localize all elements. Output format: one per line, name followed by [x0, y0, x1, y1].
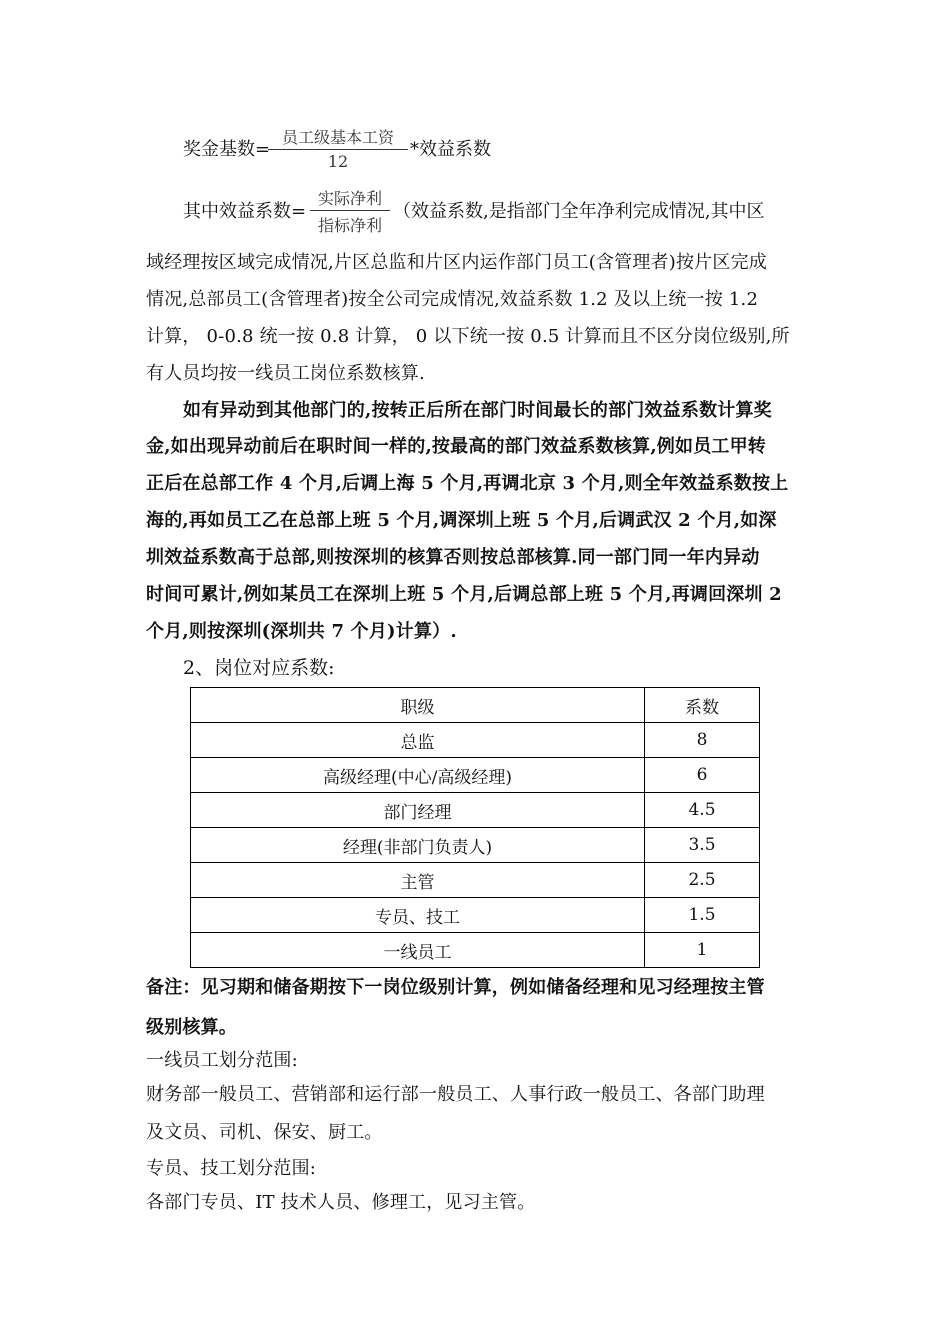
table-header-cell: 职级	[191, 688, 645, 723]
section-heading-coefficients: 2、岗位对应系数:	[183, 657, 335, 679]
paragraph-line: 海的,再如员工乙在总部上班 5 个月,调深圳上班 5 个月,后调武汉 2 个月,如深	[146, 510, 777, 531]
grade-coefficient-table	[190, 687, 760, 968]
note-line: 备注：见习期和储备期按下一岗位级别计算，例如储备经理和见习经理按主管	[146, 977, 765, 998]
paragraph-line: 有人员均按一线员工岗位系数核算.	[146, 363, 425, 384]
table-header-cell: 系数	[645, 688, 760, 723]
table-cell-coefficient: 6	[645, 758, 760, 793]
frontline-line: 及文员、司机、保安、厨工。	[146, 1122, 383, 1143]
formula2-lhs: 其中效益系数=	[183, 201, 307, 222]
table-cell-grade: 部门经理	[191, 793, 645, 828]
formula2-denominator: 指标净利	[317, 216, 382, 235]
table-cell-grade: 高级经理(中心/高级经理)	[191, 758, 645, 793]
paragraph-line: 圳效益系数高于总部,则按深圳的核算否则按总部核算.同一部门同一年内异动	[146, 547, 760, 568]
table-cell-grade: 主管	[191, 863, 645, 898]
frontline-line: 财务部一般员工、营销部和运行部一般员工、人事行政一般员工、各部门助理	[146, 1084, 765, 1105]
note-line: 级别核算。	[146, 1017, 237, 1038]
table-cell-coefficient: 3.5	[645, 828, 760, 863]
specialist-heading: 专员、技工划分范围:	[146, 1158, 317, 1179]
paragraph-line: 如有异动到其他部门的,按转正后所在部门时间最长的部门效益系数计算奖	[183, 400, 772, 421]
paragraph-line: 情况,总部员工(含管理者)按全公司完成情况,效益系数 1.2 及以上统一按 1.2	[146, 289, 759, 310]
table-row	[191, 898, 760, 933]
paragraph-line: 金,如出现异动前后在职时间一样的,按最高的部门效益系数核算,例如员工甲转	[146, 436, 766, 457]
formula2-fraction	[310, 186, 390, 236]
formula2-rhs: （效益系数,是指部门全年净利完成情况,其中区	[393, 201, 765, 222]
table-cell-coefficient: 1.5	[645, 898, 760, 933]
paragraph-line: 时间可累计,例如某员工在深圳上班 5 个月,后调总部上班 5 个月,再调回深圳 2	[146, 584, 782, 605]
paragraph-line: 域经理按区域完成情况,片区总监和片区内运作部门员工(含管理者)按片区完成	[146, 252, 767, 273]
table-cell-grade: 一线员工	[191, 933, 645, 968]
table-row	[191, 723, 760, 758]
table-row	[191, 828, 760, 863]
table-row	[191, 863, 760, 898]
paragraph-line: 个月,则按深圳(深圳共 7 个月)计算）.	[146, 621, 457, 642]
table-cell-grade: 专员、技工	[191, 898, 645, 933]
formula1-numerator: 员工级基本工资	[268, 125, 408, 150]
formula1-fraction	[268, 125, 408, 171]
paragraph-line: 正后在总部工作 4 个月,后调上海 5 个月,再调北京 3 个月,则全年效益系数按上	[146, 473, 789, 494]
formula1-rhs: *效益系数	[410, 139, 491, 160]
table-cell-coefficient: 1	[645, 933, 760, 968]
frontline-heading: 一线员工划分范围:	[146, 1050, 298, 1071]
table-row	[191, 933, 760, 968]
table-row	[191, 793, 760, 828]
formula1-denominator: 12	[327, 152, 349, 171]
table-cell-coefficient: 4.5	[645, 793, 760, 828]
table-cell-coefficient: 2.5	[645, 863, 760, 898]
table-header-row	[191, 688, 760, 723]
formula1-lhs: 奖金基数=	[183, 139, 271, 160]
specialist-line: 各部门专员、IT 技术人员、修理工，见习主管。	[146, 1192, 536, 1213]
table-row	[191, 758, 760, 793]
table-cell-coefficient: 8	[645, 723, 760, 758]
table-cell-grade: 经理(非部门负责人)	[191, 828, 645, 863]
table-cell-grade: 总监	[191, 723, 645, 758]
paragraph-line: 计算， 0-0.8 统一按 0.8 计算， 0 以下统一按 0.5 计算而且不区分岗位级别,所	[146, 326, 790, 347]
formula2-numerator: 实际净利	[310, 186, 390, 211]
